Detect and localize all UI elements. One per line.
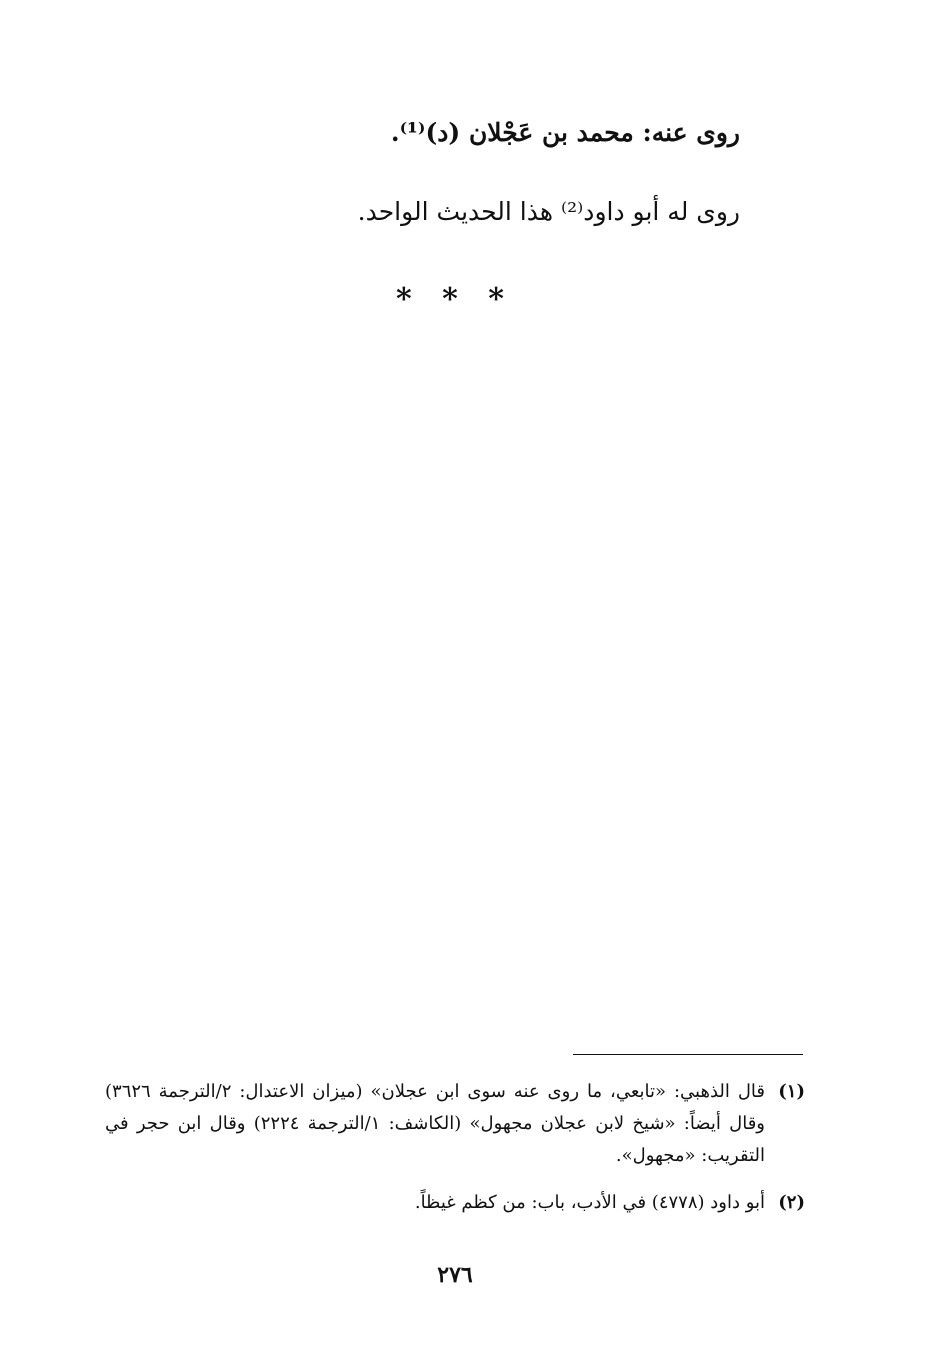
page-number: ٢٧٦	[437, 1262, 473, 1288]
section-separator: * * *	[396, 282, 514, 317]
narrators-line: روى عنه: محمد بن عَجْلان (د)⁽¹⁾.	[390, 118, 740, 147]
footnote-1	[105, 1076, 805, 1172]
footnote-2-text: أبو داود (٤٧٧٨) في الأدب، باب: من كظم غيظاً.	[414, 1192, 765, 1213]
footnote-2-marker: (٢)	[778, 1192, 805, 1213]
footnote-2	[105, 1187, 805, 1219]
narration-line: روى له أبو داود⁽²⁾ هذا الحديث الواحد.	[357, 197, 740, 226]
footnote-1-marker: (١)	[778, 1081, 805, 1102]
footnote-1-text: قال الذهبي: «تابعي، ما روى عنه سوى ابن عجلان» (ميزان الاعتدال: ٢/الترجمة ٣٦٢٦) وقال أيضاً: «شيخ لابن عجلان مجهول» (الكاشف: ١/الترجمة ٢٢٢٤) وقال ابن حجر في التقريب: «مجهول».	[105, 1081, 765, 1166]
footnote-divider	[573, 1054, 803, 1055]
